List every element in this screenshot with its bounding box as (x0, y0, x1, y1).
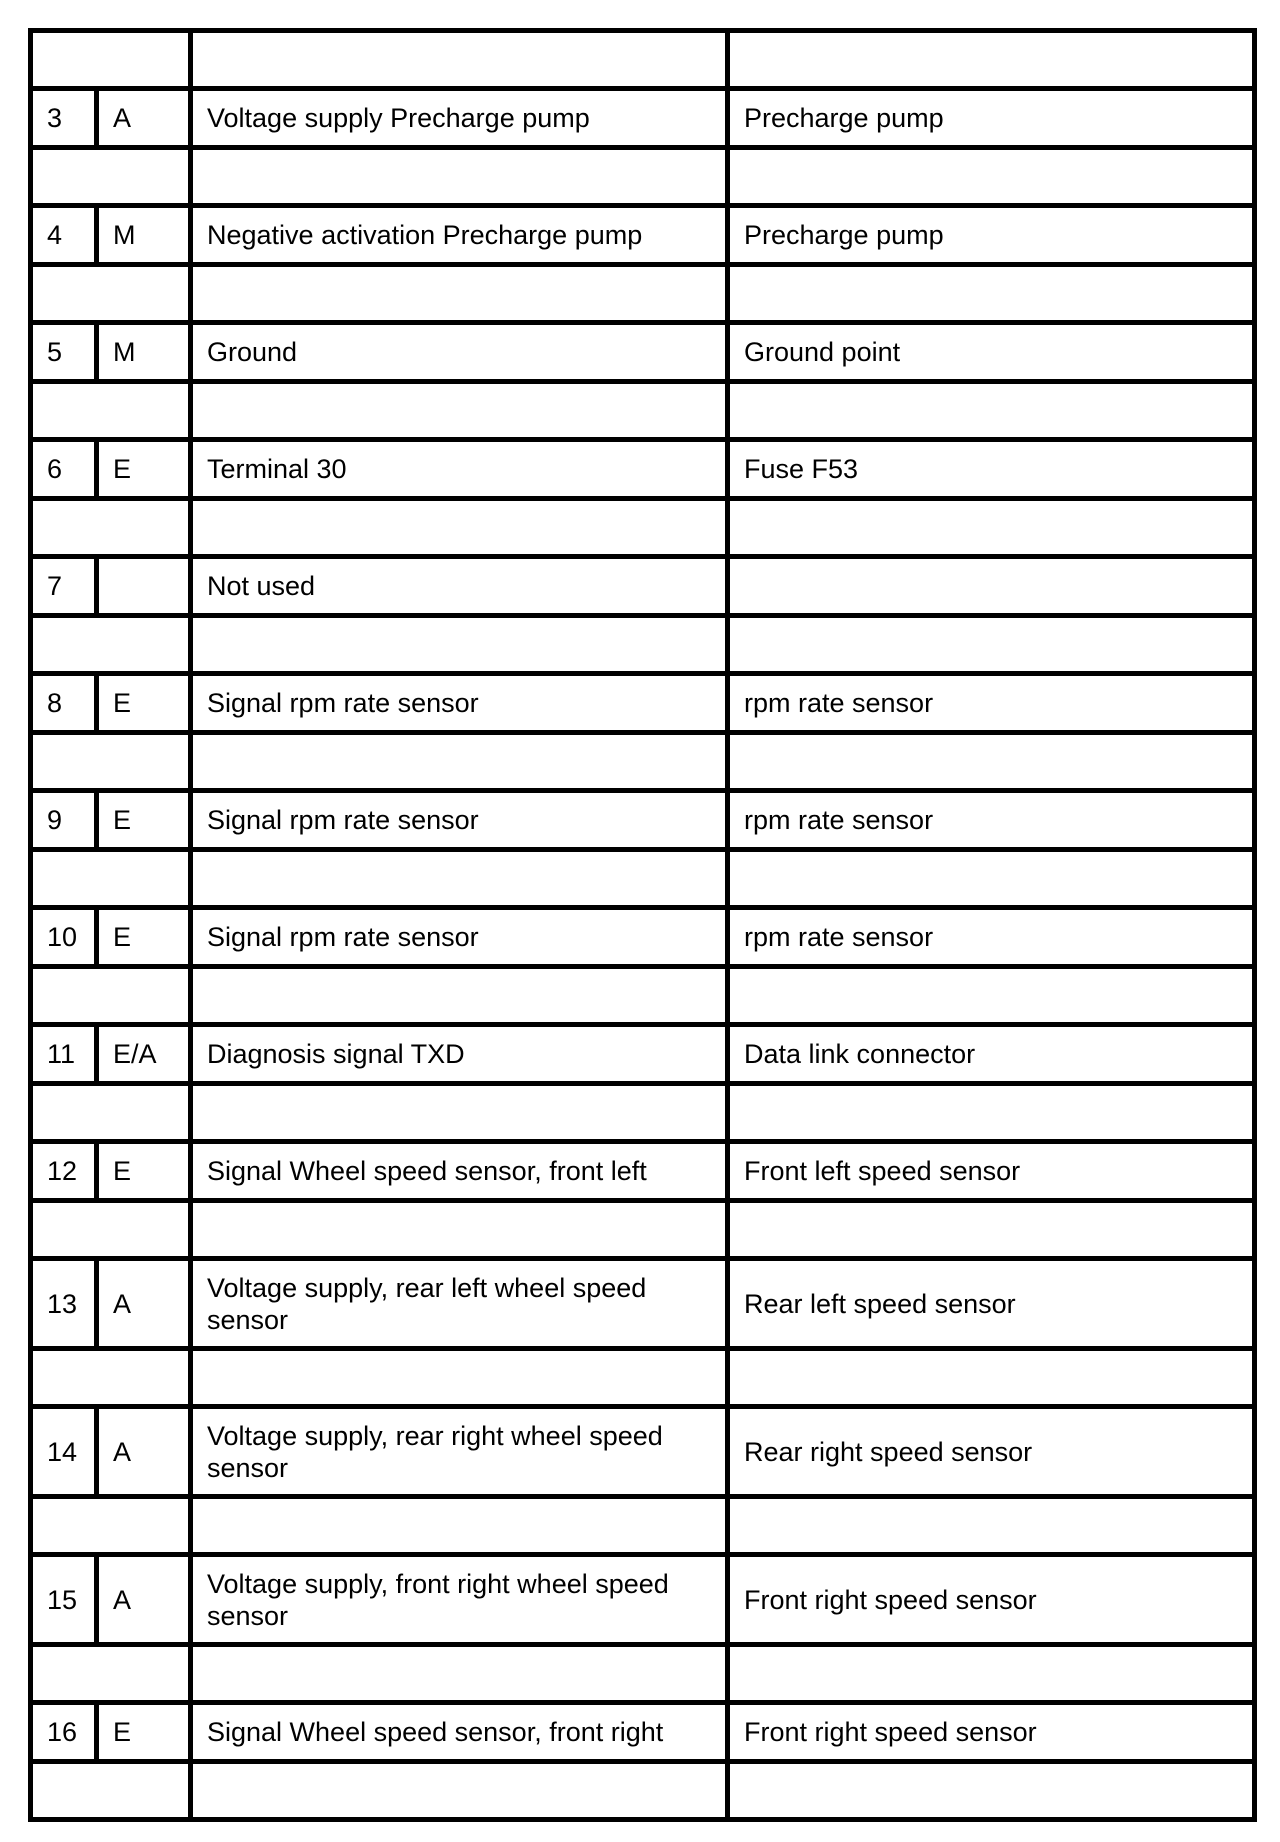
spacer-cell (31, 616, 191, 674)
pin-number-cell: 9 (31, 791, 97, 850)
signal-type-cell: A (97, 1555, 191, 1645)
signal-type-cell: E (97, 1142, 191, 1201)
spacer-row (31, 1084, 1255, 1142)
pin-number-cell: 10 (31, 908, 97, 967)
description-cell: Not used (191, 557, 728, 616)
description-cell: Ground (191, 323, 728, 382)
spacer-cell (31, 382, 191, 440)
pin-number-cell: 11 (31, 1025, 97, 1084)
spacer-cell (31, 1201, 191, 1259)
spacer-cell (728, 1497, 1255, 1555)
spacer-cell (31, 1497, 191, 1555)
spacer-cell (728, 499, 1255, 557)
spacer-cell (31, 1349, 191, 1407)
spacer-cell (728, 1084, 1255, 1142)
component-cell: Precharge pump (728, 89, 1255, 148)
spacer-cell (191, 967, 728, 1025)
component-cell: Front right speed sensor (728, 1703, 1255, 1762)
pin-number-cell: 14 (31, 1407, 97, 1497)
table-row (31, 908, 1255, 967)
spacer-row (31, 499, 1255, 557)
spacer-row (31, 850, 1255, 908)
spacer-cell (31, 733, 191, 791)
table-row (31, 206, 1255, 265)
spacer-row (31, 31, 1255, 89)
component-cell: Rear right speed sensor (728, 1407, 1255, 1497)
table-row (31, 89, 1255, 148)
description-cell: Signal rpm rate sensor (191, 791, 728, 850)
spacer-cell (191, 733, 728, 791)
spacer-cell (191, 382, 728, 440)
pin-table-body (31, 31, 1255, 1820)
spacer-cell (728, 967, 1255, 1025)
spacer-row (31, 967, 1255, 1025)
description-cell: Voltage supply, front right wheel speed sensor (191, 1555, 728, 1645)
table-row (31, 440, 1255, 499)
spacer-cell (191, 1497, 728, 1555)
spacer-cell (31, 265, 191, 323)
spacer-row (31, 1762, 1255, 1820)
table-row (31, 1703, 1255, 1762)
signal-type-cell: A (97, 1407, 191, 1497)
spacer-cell (31, 31, 191, 89)
pin-number-cell: 3 (31, 89, 97, 148)
spacer-cell (728, 1645, 1255, 1703)
spacer-cell (728, 850, 1255, 908)
component-cell: Fuse F53 (728, 440, 1255, 499)
spacer-row (31, 1349, 1255, 1407)
spacer-cell (31, 148, 191, 206)
spacer-row (31, 148, 1255, 206)
description-cell: Terminal 30 (191, 440, 728, 499)
component-cell: rpm rate sensor (728, 674, 1255, 733)
signal-type-cell: E/A (97, 1025, 191, 1084)
spacer-cell (31, 850, 191, 908)
description-cell: Voltage supply, rear right wheel speed sensor (191, 1407, 728, 1497)
spacer-cell (728, 31, 1255, 89)
pin-number-cell: 15 (31, 1555, 97, 1645)
spacer-cell (191, 499, 728, 557)
spacer-row (31, 1497, 1255, 1555)
component-cell: Ground point (728, 323, 1255, 382)
component-cell: Front left speed sensor (728, 1142, 1255, 1201)
spacer-cell (191, 1762, 728, 1820)
spacer-cell (728, 733, 1255, 791)
signal-type-cell: A (97, 89, 191, 148)
table-row (31, 791, 1255, 850)
pin-number-cell: 7 (31, 557, 97, 616)
signal-type-cell: M (97, 206, 191, 265)
spacer-cell (31, 499, 191, 557)
table-row (31, 1142, 1255, 1201)
signal-type-cell (97, 557, 191, 616)
pin-number-cell: 5 (31, 323, 97, 382)
table-row (31, 1407, 1255, 1497)
spacer-cell (31, 1645, 191, 1703)
component-cell: Precharge pump (728, 206, 1255, 265)
signal-type-cell: E (97, 440, 191, 499)
component-cell: rpm rate sensor (728, 791, 1255, 850)
component-cell: rpm rate sensor (728, 908, 1255, 967)
description-cell: Diagnosis signal TXD (191, 1025, 728, 1084)
description-cell: Signal Wheel speed sensor, front right (191, 1703, 728, 1762)
spacer-cell (728, 616, 1255, 674)
spacer-cell (191, 31, 728, 89)
description-cell: Signal rpm rate sensor (191, 674, 728, 733)
spacer-row (31, 733, 1255, 791)
spacer-cell (728, 148, 1255, 206)
spacer-cell (31, 1084, 191, 1142)
signal-type-cell: E (97, 908, 191, 967)
pin-number-cell: 6 (31, 440, 97, 499)
table-row (31, 1555, 1255, 1645)
spacer-row (31, 382, 1255, 440)
spacer-row (31, 1645, 1255, 1703)
spacer-cell (191, 148, 728, 206)
component-cell: Front right speed sensor (728, 1555, 1255, 1645)
table-row (31, 557, 1255, 616)
pin-number-cell: 13 (31, 1259, 97, 1349)
spacer-cell (191, 1201, 728, 1259)
component-cell: Rear left speed sensor (728, 1259, 1255, 1349)
spacer-cell (31, 1762, 191, 1820)
spacer-cell (191, 265, 728, 323)
table-row (31, 1259, 1255, 1349)
spacer-cell (191, 1645, 728, 1703)
spacer-cell (728, 1349, 1255, 1407)
spacer-cell (191, 1349, 728, 1407)
table-row (31, 674, 1255, 733)
spacer-cell (728, 382, 1255, 440)
spacer-cell (31, 967, 191, 1025)
description-cell: Voltage supply Precharge pump (191, 89, 728, 148)
spacer-row (31, 1201, 1255, 1259)
spacer-cell (191, 616, 728, 674)
pin-number-cell: 4 (31, 206, 97, 265)
table-row (31, 1025, 1255, 1084)
spacer-cell (728, 265, 1255, 323)
description-cell: Signal rpm rate sensor (191, 908, 728, 967)
component-cell: Data link connector (728, 1025, 1255, 1084)
spacer-cell (728, 1201, 1255, 1259)
description-cell: Signal Wheel speed sensor, front left (191, 1142, 728, 1201)
pin-number-cell: 8 (31, 674, 97, 733)
description-cell: Voltage supply, rear left wheel speed sensor (191, 1259, 728, 1349)
signal-type-cell: M (97, 323, 191, 382)
spacer-cell (191, 1084, 728, 1142)
pin-assignment-table (28, 28, 1257, 1822)
signal-type-cell: E (97, 674, 191, 733)
description-cell: Negative activation Precharge pump (191, 206, 728, 265)
component-cell (728, 557, 1255, 616)
spacer-row (31, 616, 1255, 674)
table-row (31, 323, 1255, 382)
signal-type-cell: E (97, 791, 191, 850)
spacer-cell (728, 1762, 1255, 1820)
spacer-cell (191, 850, 728, 908)
pin-number-cell: 12 (31, 1142, 97, 1201)
spacer-row (31, 265, 1255, 323)
pin-number-cell: 16 (31, 1703, 97, 1762)
signal-type-cell: A (97, 1259, 191, 1349)
signal-type-cell: E (97, 1703, 191, 1762)
